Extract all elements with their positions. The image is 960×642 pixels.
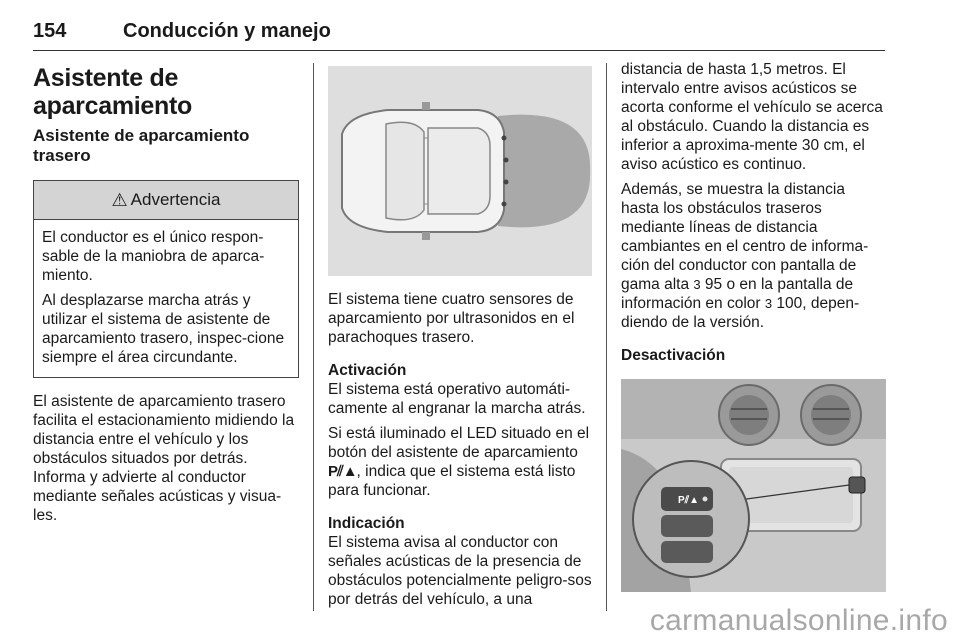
- column-left: [33, 60, 299, 531]
- warning-header: [34, 181, 298, 220]
- activation-paragraph-2: [328, 424, 592, 500]
- chapter-title: Conducción y manejo: [123, 20, 331, 42]
- park-assist-button-label: P⫽▲: [678, 495, 700, 506]
- intro-paragraph: El sistema tiene cuatro sensores de aparcamiento por ultrasonidos en el parachoques trasero.: [328, 291, 575, 346]
- car-top-view-icon: [342, 102, 504, 240]
- page-ref-icon: 3: [764, 296, 773, 311]
- section-title: Asistente de aparcamiento: [33, 64, 192, 120]
- park-assist-icon: P⫽▲: [328, 463, 357, 480]
- column-middle: [328, 60, 592, 615]
- body-paragraph: distancia de hasta 1,5 metros. El intervalo entre avisos acústicos se acorta conforme el vehículo se acerca al obstáculo. Cuando la distancia es inferior a aproxima-mente 30 cm, el aviso acústico es continuo.: [621, 61, 883, 173]
- warning-triangle-icon: ⚠: [111, 189, 128, 210]
- dashboard-illustration: [621, 379, 886, 592]
- watermark: carmanualsonline.info: [649, 604, 948, 637]
- warning-paragraph: El conductor es el único respon-sable de la maniobra de aparca-miento.: [42, 229, 265, 284]
- subsection-title-line2: trasero: [33, 146, 91, 165]
- page-header: [33, 18, 885, 51]
- air-vent-icon: [719, 385, 779, 445]
- activation-heading: Activación: [328, 362, 407, 379]
- column-divider: [606, 63, 607, 611]
- zoom-inset: [633, 461, 749, 577]
- warning-box: [33, 180, 299, 378]
- indication-heading: Indicación: [328, 515, 405, 532]
- air-vent-icon: [801, 385, 861, 445]
- body-paragraph: [621, 180, 886, 332]
- column-divider: [313, 63, 314, 611]
- body-text: 100, depen-diendo de la versión.: [621, 295, 860, 331]
- sensor-detection-zone: [498, 115, 590, 228]
- page-number: 154: [33, 20, 67, 42]
- activation-text: , indica que el sistema está listo para funcionar.: [328, 463, 576, 499]
- warning-body: [34, 220, 298, 377]
- body-text: Además, se muestra la distancia hasta los obstáculos traseros mediante líneas de distancia cambiantes en el centro de informa-ción del conductor con pantalla de gama alta: [621, 181, 869, 293]
- subsection-title-line1: Asistente de aparcamiento: [33, 126, 250, 145]
- warning-title: Advertencia: [130, 190, 221, 209]
- warning-paragraph: Al desplazarse marcha atrás y utilizar el sistema de asistente de aparcamiento trasero, inspec-cione siempre el área circundante.: [42, 292, 285, 366]
- column-right: [621, 60, 886, 592]
- activation-text: Si está iluminado el LED situado en el botón del asistente de aparcamiento: [328, 425, 590, 461]
- park-assist-button-location: [849, 477, 865, 493]
- body-paragraph: El asistente de aparcamiento trasero facilita el estacionamiento midiendo la distancia entre el vehículo y los obstáculos situados por detrás. Informa y advierte al conductor mediante señales acústicas y visua-les.: [33, 393, 295, 524]
- body-text: 95 o en la pantalla de información en color: [621, 276, 854, 312]
- car-sensor-illustration: [328, 66, 592, 276]
- activation-paragraph: El sistema está operativo automáti-camente al engranar la marcha atrás.: [328, 381, 586, 417]
- page-ref-icon: 3: [693, 277, 701, 292]
- deactivation-heading: Desactivación: [621, 347, 726, 364]
- subsection-title: [33, 126, 299, 166]
- indication-paragraph: El sistema avisa al conductor con señales acústicas de la presencia de obstáculos potencialmente peligro-sos por detrás del vehículo, a una: [328, 534, 592, 608]
